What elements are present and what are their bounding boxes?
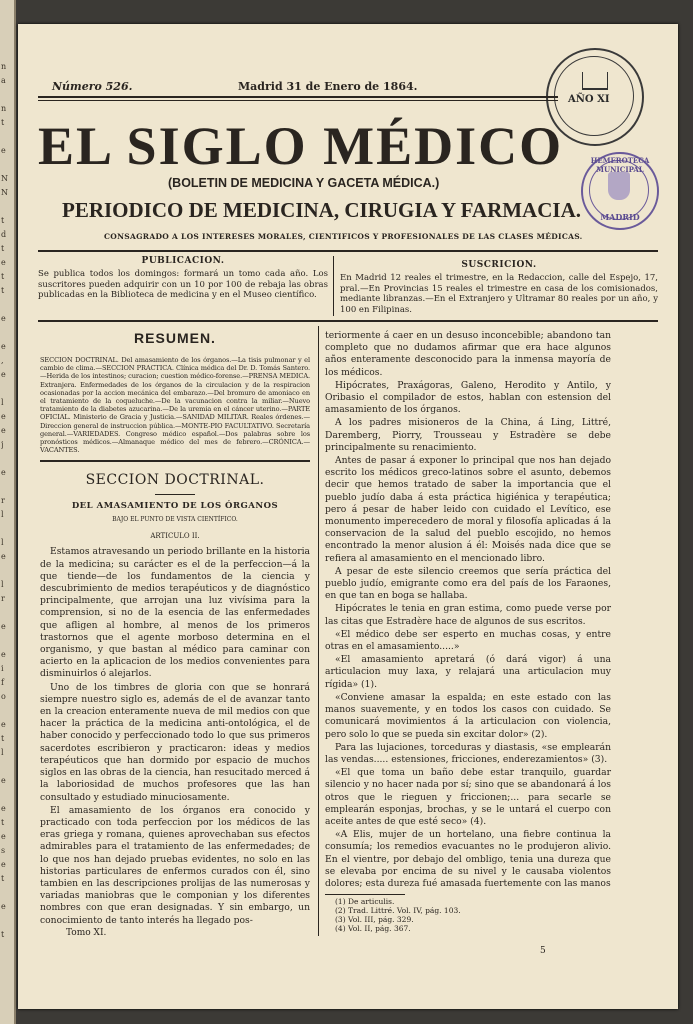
seccion-heading: SECCION DOCTRINAL.	[85, 472, 265, 489]
header-rule	[38, 96, 558, 98]
left-column	[40, 330, 310, 938]
right-paragraph: teriormente á caer en un desuso inconcebible; abandono tan completo que no dudamos afirmar que era hace algunos años enteramente desconocido para la inmensa mayoría de los médicos.	[325, 330, 611, 378]
resumen-text: SECCION DOCTRINAL. Del amasamiento de los órganos.—La tisis pulmonar y el cambio de clima.—SECCION PRACTICA. Clínica médica del Dr. D. Tomás Santero.—Herida de los intestinos; curacion; cuestion médico-forense.—PRENSA MEDICA. Extranjera. Enfermedades de los órganos de la circulacion y de la respiracion ocasionadas por la accion mecánica del embarazo.—Del bromuro de amoniaco en el tratamiento de la coqueluche.—De la vacunacion contra la miliar.—Nuevo tratamiento de la diabetes azucarina.—De la uremia en el cáncer uterino.—PARTE OFICIAL. Ministerio de Gracia y Justicia.—SANIDAD MILITAR. Reales órdenes.—Direccion general de instruccion pública.—MONTE-PIO FACULTATIVO. Secretaría general.—VARIEDADES. Congreso médico español.—Dos palabras sobre los pronósticos médicos.—Almanaque médico del mes de febrero.—CRÓNICA.—VACANTES.	[40, 356, 310, 455]
right-paragraph: A los padres misioneros de la China, á Ling, Littré, Daremberg, Piorry, Trousseau y Estradère se debe principalmente su renacimiento.	[325, 417, 611, 453]
box-divider	[333, 256, 334, 316]
right-paragraph: «Conviene amasar la espalda; en este estado con las manos suavemente, y en todos los casos con cuidado. Se comunicará movimientos á la articulacion con violencia, pero solo lo que se pueda sin excitar dolor» (2).	[325, 691, 611, 740]
resumen-heading: RESUMEN.	[134, 330, 216, 346]
suscricion-heading: SUSCRICION.	[461, 260, 537, 270]
suscricion-box	[340, 260, 658, 315]
crown-icon	[582, 72, 608, 90]
articulo-number: ARTICULO II.	[150, 532, 200, 541]
column-divider	[318, 326, 319, 936]
left-article-body	[40, 546, 310, 926]
right-paragraph: «A Elis, mujer de un hortelano, una fiebre continua la consumía; los remedios evacuantes no le produjeron alivio. En el vientre, por debajo del ombligo, tenia una dureza que se elevaba por encima de su nivel y le causaba violentos dolores; esta dureza fué amasada fuertemente con las manos	[325, 829, 611, 889]
footnote: (4) Vol. II, pág. 367.	[335, 924, 411, 934]
left-paragraph: El amasamiento de los órganos era conocido y practicado con toda perfeccion por los médicos de las eras griega y romana, quienes aprovechaban sus efectos admirables para el tratamiento de las enfermedades; de lo que nos han dejado pruebas evidentes, no solo en las historias particulares de enfermos curados con él, sino tambien en las descripciones prolijas de las numerosas y variadas maniobras que le componian y los diferentes nombres con que eran designadas. Y sin embargo, un conocimiento de tanto interés ha llegado pos-	[40, 804, 310, 926]
page-number: 5	[540, 946, 546, 956]
box-bottom-rule	[38, 320, 658, 322]
newspaper-page	[18, 24, 678, 1009]
header-rule-thin	[38, 100, 558, 101]
footnotes	[335, 897, 611, 933]
right-paragraph: Hipócrates le tenia en gran estima, como puede verse por las citas que Estradère hace de algunos de sus escritos.	[325, 603, 611, 627]
left-paragraph: Estamos atravesando un periodo brillante en la historia de la medicina; su carácter es el de la perfeccion—á la que tiende—de los fundamentos de la ciencia y descubrimiento de medios terapéuticos y de diagnóstico principalmente, que arrojan una luz vivísima para la comprension, si no de la esencia de las enfermedades que afligen al hombre, al menos de los primeros trastornos que el agente morboso determina en el organismo, y que bastan al médico para caminar con acierto en la aplicacion de los medios convenientes para disminuirlos ó alejarlos.	[40, 546, 310, 680]
coat-of-arms-icon	[608, 172, 630, 200]
masthead-periodico: PERIODICO DE MEDICINA, CIRUGIA Y FARMACIA.	[62, 198, 581, 222]
publicacion-heading: PUBLICACION.	[141, 256, 225, 266]
stamp-madrid-text: MADRID	[600, 212, 640, 222]
left-page-margin-text: n a n t e N N t d t e t t e e , e l e e j e r l l e l r e e i f o e t l e e t e s e t e t	[1, 62, 8, 939]
resumen-rule	[40, 460, 310, 462]
article-subtitle: BAJO EL PUNTO DE VISTA CIENTÍFICO.	[112, 516, 238, 524]
right-paragraph: Para las lujaciones, torceduras y diastasis, «se emplearán las vendas..... estensiones, fricciones, enderezamientos» (3).	[325, 741, 611, 765]
masthead-subtitle: (BOLETIN DE MEDICINA Y GACETA MÉDICA.)	[168, 176, 440, 190]
right-paragraph: «El médico debe ser esperto en muchas cosas, y entre otras en el amasamiento.....»	[325, 628, 611, 653]
article-title: DEL AMASAMIENTO DE LOS ÓRGANOS	[71, 501, 279, 512]
seccion-rule	[155, 494, 195, 495]
tomo-label: Tomo XI.	[66, 927, 107, 938]
footnote: (2) Trad. Littré. Vol. IV, pág. 103.	[335, 906, 461, 916]
right-paragraph: Antes de pasar á exponer lo principal que nos han dejado escrito los médicos greco-latinos sobre el asunto, debemos decir que hemos tratado de saber la importancia que el pueblo judío daba á esta práctica higiénica y terapéutica; pero á pesar de haber leido con cuidado el Levítico, ese monumento imperecedero de moral y filosofía aplicadas á la conservacion de la salud del pueblo escojido, no hemos encontrado la menor alusion á él: Moisés nada dice que se refiera al amasamiento en el mencionado libro.	[325, 455, 611, 564]
issue-date: Madrid 31 de Enero de 1864.	[238, 80, 418, 93]
footnote: (3) Vol. III, pág. 329.	[335, 915, 414, 925]
right-paragraph: «El amasamiento apretará (ó dará vigor) á una articulacion muy laxa, y relajará una articulacion muy rígida» (1).	[325, 654, 611, 690]
left-paragraph: Uno de los timbres de gloria con que se honrará siempre nuestro siglo es, además de el de avanzar tanto en la creacion enteramente nueva de mil medios con que hacer la práctica de la medicina anti-ontológica, el de haber conocido y perfeccionado todo lo que sus primeros sacerdotes escribieron y practicaron: ideas y medios terapéuticos que han dormido por espacio de muchos siglos en las obras de la ciencia, han resucitado merced á la laboriosidad de muchos profesores que las han consultado y estudiado minuciosamente.	[40, 681, 310, 803]
publicacion-box	[38, 256, 328, 301]
right-paragraph: «El que toma un baño debe estar tranquilo, guardar silencio y no hacer nada por sí; sino que se abandonará á los otros que le rieguen y friccionen;... para secarle se emplearán esponjas, brochas, y se le untará el cuerpo con aceite antes de que esté seco» (4).	[325, 767, 611, 827]
stamp-year: AÑO XI	[568, 94, 610, 105]
masthead-bottom-rule	[38, 250, 658, 252]
publicacion-text: Se publica todos los domingos: formará un tomo cada año. Los suscritores pueden adquirir con un 10 por 100 de rebaja las obras publicadas en la Biblioteca de medicina y en el Museo científico.	[38, 269, 328, 300]
masthead-consagrado: CONSAGRADO A LOS INTERESES MORALES, CIENTIFICOS Y PROFESIONALES DE LAS CLASES MÉDICAS.	[104, 232, 583, 241]
right-paragraph: A pesar de este silencio creemos que sería práctica del pueblo judío, emigrante como era del país de los Faraones, en que tan en boga se hallaba.	[325, 565, 611, 602]
suscricion-text: En Madrid 12 reales el trimestre, en la Redaccion, calle del Espejo, 17, pral.—En Provincias 15 reales el trimestre en casa de los comisionados, mediante libranzas.—En el Extranjero y Ultramar 80 reales por un año, y 100 en Filipinas.	[340, 273, 658, 315]
left-page-edge	[0, 0, 16, 1024]
footnote: (1) De articulis.	[335, 897, 395, 907]
issue-number: Número 526.	[52, 80, 133, 93]
footnote-rule	[325, 894, 405, 895]
right-paragraph: Hipócrates, Praxágoras, Galeno, Herodito y Antilo, y Oribasio el compilador de estos, hablan con estension del amasamiento de los órganos.	[325, 379, 611, 416]
right-column	[325, 330, 611, 933]
stamp-hemeroteca-text: HEMEROTECA MUNICIPAL	[590, 156, 650, 174]
masthead-title: EL SIGLO MÉDICO	[38, 116, 564, 176]
